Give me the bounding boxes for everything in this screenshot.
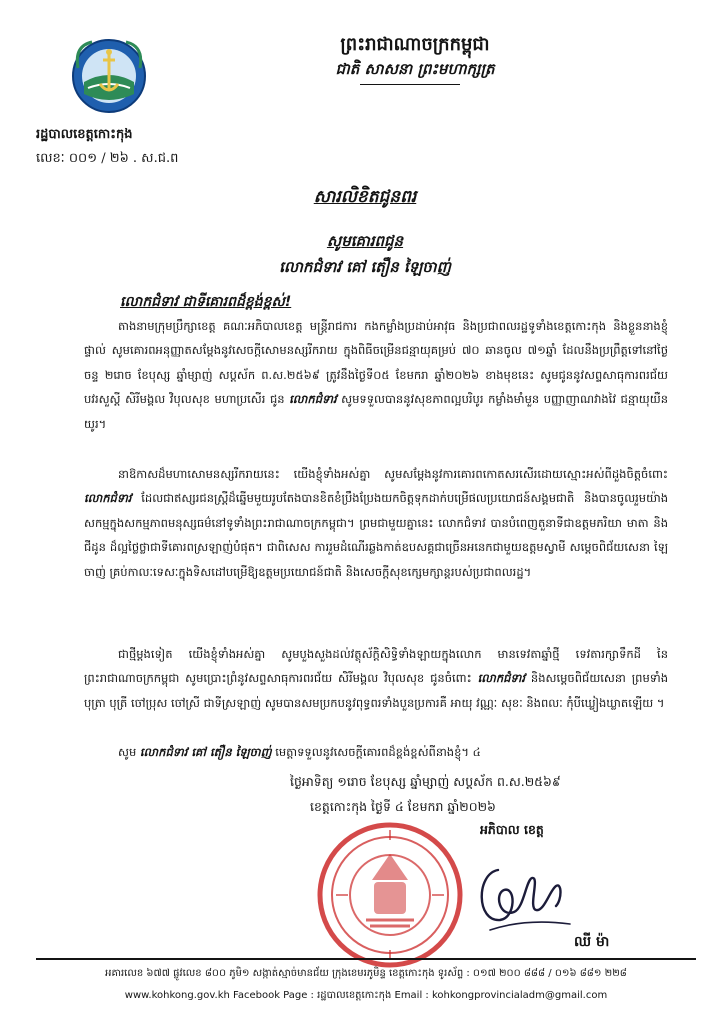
footer-address: អគារលេខ ៦៧៧ ផ្លូវលេខ ៨០០ ភូមិ១ សង្កាត់ស្មាច់មានជ័យ ក្រុងខេមរភូមិន្ទ ខេត្តកោះកុង ទូរស័ព្ទ : ០១៧ ២០០ ៨៨៨ / ០១៦ ៨៨១ ២២៨ <box>105 968 627 979</box>
salutation: លោកជំទាវ ជាទីគោរពដ៏ខ្ពង់ខ្ពស់! <box>120 294 292 310</box>
letter-title: សារលិខិតជូនពរ <box>313 187 417 207</box>
motto-header: ជាតិ សាសនា ព្រះមហាក្សត្រ <box>335 60 495 78</box>
footer-divider <box>36 958 696 960</box>
signatory-title: អភិបាល ខេត្ត <box>480 822 544 837</box>
signature-icon <box>470 850 580 940</box>
signatory-name: ឈី ម៉ា <box>574 934 610 950</box>
issuer-name: រដ្ឋបាលខេត្តកោះកុង <box>36 127 133 142</box>
official-seal-icon <box>316 820 464 970</box>
reference-number: លេខៈ ០០១ / ២៦ . ស.ជ.ព <box>36 151 179 166</box>
addressee-line-1: សូមគោរពជូន <box>326 232 404 250</box>
header-divider <box>360 84 460 85</box>
lunar-date: ថ្ងៃអាទិត្យ ១រោច ខែបុស្ស ឆ្នាំម្សាញ់ សប្តស័ក ព.ស.២៥៦៩ <box>290 774 561 789</box>
body-paragraph: ជាថ្មីម្តងទៀត យើងខ្ញុំទាំងអស់គ្នា សូមបួងសួងដល់វត្ថុស័ក្តិសិទ្ធិទាំងឡាយក្នុងលោក មានទេវតាឆ្នាំថ្មី ទេវតារក្សាទឹកដី នៃព្រះរាជាណាចក្រកម្ពុជា សូមប្រោះព្រំនូវសព្ទសាធុការពរជ័យ សិរីមង្គល វិបុលសុខ ជូនចំពោះ លោកជំទាវ និងសម្តេចពិជ័យសេនា ព្រមទាំងបុត្រា បុត្រី ចៅប្រុស ចៅស្រី ជាទីស្រឡាញ់ សូមបានសមប្រកបនូវពុទ្ធពរទាំងបួនប្រការគឺ អាយុ វណ្ណៈ សុខៈ និងពលៈ កុំបីឃ្លៀងឃ្លាតឡើយ ។ <box>84 647 668 710</box>
addressee-line-2: លោកជំទាវ គៅ តឿន ឡៃចាញ់ <box>279 258 451 276</box>
kingdom-header: ព្រះរាជាណាចក្រកម្ពុជា <box>340 34 490 55</box>
footer-contacts: www.kohkong.gov.kh Facebook Page : រដ្ឋបាលខេត្តកោះកុង Email : kohkongprovincialadm@gmail.com <box>124 990 608 1001</box>
provincial-emblem-icon <box>70 38 148 118</box>
closing-paragraph: សូម លោកជំទាវ គៅ តឿន ឡៃចាញ់ មេត្តាទទួលនូវសេចក្តីគោរពដ៏ខ្ពង់ខ្ពស់ពីនាងខ្ញុំ។ ៤ <box>118 745 481 759</box>
solar-date: ខេត្តកោះកុង ថ្ងៃទី ៤ ខែមករា ឆ្នាំ២០២៦ <box>310 799 496 814</box>
body-paragraph: នាឱកាសដ៏មហាសោមនស្សរីករាយនេះ យើងខ្ញុំទាំងអស់គ្នា សូមសម្ដែងនូវការគោរពកោតសរសើរដោយស្មោះអស់ពីដួងចិត្តចំពោះ លោកជំទាវ ដែលជាឥស្សរជនស្ត្រីដ៏ឆ្នើមមួយរូបតែងបានខិតខំប្រឹងប្រែងយកចិត្តទុកដាក់បម្រើផលប្រយោជន៍សង្គមជាតិ និងបានចូលរួមយ៉ាងសកម្មក្នុងសកម្មភាពមនុស្សធម៌នៅទូទាំងព្រះរាជាណាចក្រកម្ពុជា។ ព្រមជាមួយគ្នានេះ លោកជំទាវ បានបំពេញតួនាទីជាឧត្តមភរិយា មាតា និងជីដូន ដ៏ល្អថ្លៃថ្លាជាទីគោរពស្រឡាញ់បំផុត។ ជាពិសេស ការរួមដំណើរឆ្លងកាត់ឧបសគ្គជាច្រើនអនេកជាមួយឧត្តមស្វាមី សម្តេចពិជ័យសេនា ឡៃ ចាញ់ គ្រប់កាលៈទេសៈក្នុងទិសដៅបម្រើឱ្យឧត្តមប្រយោជន៍ជាតិ និងសេចក្តីសុខក្សេមក្សាន្តរបស់ប្រជាពលរដ្ឋ។ <box>84 467 668 579</box>
body-paragraph: តាងនាមក្រុមប្រឹក្សាខេត្ត គណៈអភិបាលខេត្ត មន្ត្រីរាជការ កងកម្លាំងប្រដាប់អាវុធ និងប្រជាពលរដ្ឋទូទាំងខេត្តកោះកុង និងខ្លួននាងខ្ញុំផ្ទាល់ សូមគោរពអនុញ្ញាតសម្ដែងនូវសេចក្ដីសោមនស្សរីករាយ ក្នុងពិធីចម្រើនជន្មាយុគម្រប់ ៧០ ឆានចូល ៧១ឆ្នាំ ដែលនឹងប្រព្រឹត្តទៅនៅថ្ងៃចន្ទ ២រោច ខែបុស្ស ឆ្នាំម្សាញ់ សប្តស័ក ព.ស.២៥៦៩ ត្រូវនឹងថ្ងៃទី០៥ ខែមករា ឆ្នាំ២០២៦ ខាងមុខនេះ សូមជូននូវសព្ទសាធុការពរជ័យ បវរសួស្តី សិរីមង្គល វិបុលសុខ មហាប្រសើរ ជូន លោកជំទាវ សូមទទួលបាននូវសុខភាពល្អបរិបូរ កម្លាំងមាំមួន បញ្ញាញាណវាងវៃ ជន្មាយុយឺនយូរ។ <box>84 319 668 431</box>
